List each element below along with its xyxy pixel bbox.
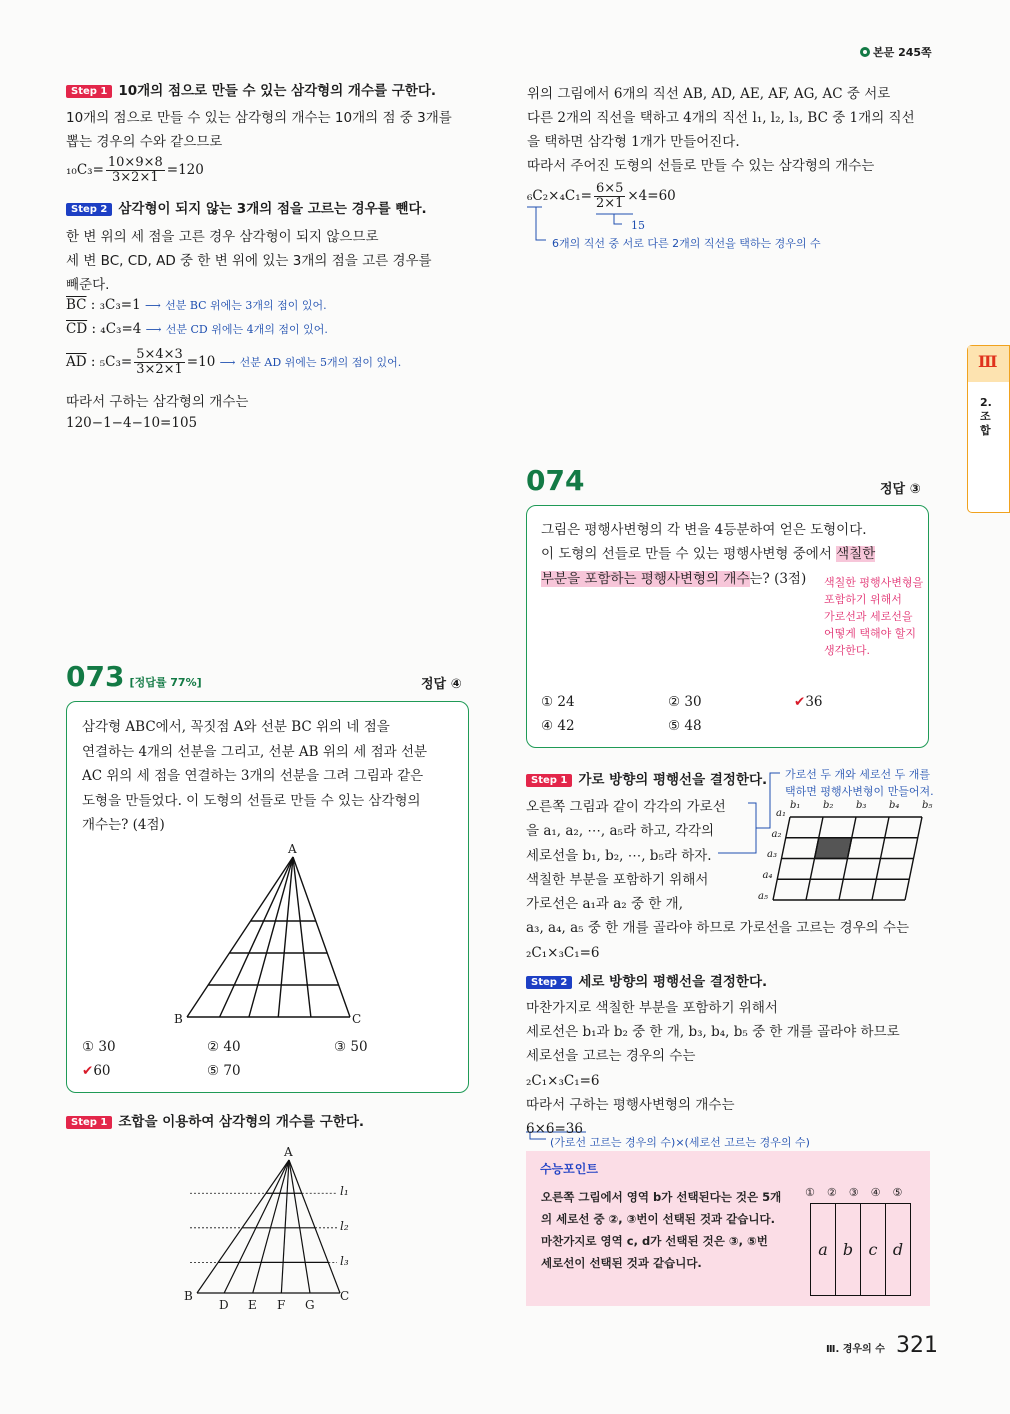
line-label: l₁	[340, 1184, 349, 1198]
underline-arrow	[614, 214, 622, 224]
step1-heading: Step 1 10개의 점으로 만들 수 있는 삼각형의 개수를 구한다.	[66, 79, 436, 99]
row-line-label: a₅	[758, 890, 768, 902]
triangle-figure-073	[187, 857, 350, 1017]
chapter-tab-label: 2. 조합	[980, 396, 992, 437]
choice-5[interactable]: ⑤ 70	[207, 1063, 241, 1079]
text-line: 뽑는 경우의 수와 같으므로	[66, 134, 223, 150]
answer-label: 정답 ④	[421, 677, 462, 692]
row-line-label: a₃	[767, 849, 777, 861]
region-label: a	[818, 1240, 828, 1259]
choice-3[interactable]: ③ 50	[334, 1039, 368, 1055]
column-line-label: b₄	[889, 800, 900, 811]
key-point-text: 오른쪽 그림에서 영역 b가 선택된다는 것은 5개 의 세로선 중 ②, ③번이 선택된 것과 같습니다. 마찬가지로 영역 c, d가 선택된 것은 ③, ⑤번 세로선이 선택된 것과 같습니다.	[541, 1190, 782, 1270]
column-line-label: b₃	[856, 800, 867, 811]
text-line: 그림은 평행사변형의 각 변을 4등분하여 얻은 도형이다.	[541, 522, 867, 538]
region-label: b	[842, 1240, 854, 1259]
choice-5[interactable]: ⑤ 48	[668, 718, 702, 734]
figure-line	[187, 857, 293, 1017]
column-line-label: b₁	[790, 800, 801, 811]
problem-073-header: 073 [정답률 77%]	[66, 660, 202, 693]
step2-heading: Step 2 삼각형이 되지 않는 3개의 점을 고르는 경우를 뺀다.	[66, 197, 427, 217]
hint-note: 색칠한 평행사변형을 포함하기 위해서 가로선과 세로선을 어떻게 택해야 할지 생각한다.	[824, 576, 924, 657]
figure-line	[289, 1160, 340, 1293]
column-numbers: ① ② ③ ④ ⑤	[805, 1186, 903, 1199]
note: 6개의 직선 중 서로 다른 2개의 직선을 택하는 경우의 수	[552, 237, 821, 250]
column-line-label: b₂	[823, 800, 834, 811]
problem-073-text: 삼각형 ABC에서, 꼭짓점 A와 선분 BC 위의 네 점을 연결하는 4개의 선분을 그리고, 선분 AB 위의 세 점과 선분 AC 위의 세 점을 연결하는 3개의 선분을 그려 그림과 같은 도형을 만들었다. 이 도형의 선들로 만들 수 있는 삼각형의 개수는? (4점)	[82, 719, 428, 833]
text-line: 부분을 포함하는 평행사변형의 개수는? (3점)	[541, 571, 807, 587]
column-line-label: b₅	[922, 800, 933, 811]
equation-ad: $\overline{AD}$ : ₅C₃= $\frac{5\times 4\times 3}{3\times 2\times 1}$ =10 ⟶ 선분 AD 위에는 5개의 점이 있어.	[66, 347, 402, 377]
vertex-label: D	[219, 1298, 229, 1312]
figure-line	[197, 1160, 289, 1293]
note: 가로선 두 개와 세로선 두 개를 택하면 평행사변형이 만들어져.	[785, 768, 934, 798]
arrow-icon: ⟶	[145, 299, 161, 312]
solution-073-continued: 위의 그림에서 6개의 직선 AB, AD, AE, AF, AG, AC 중 서로 다른 2개의 직선을 택하고 4개의 직선 l₁, l₂, l₃, BC 중 1개의 직선 을 택하면 삼각형 1개가 만들어진다. 따라서 주어진 도형의 선들로 만들 수 있는 삼각형의 개수는	[527, 86, 915, 174]
vertex-label: C	[340, 1289, 350, 1303]
choice-4-selected[interactable]: ✔60	[82, 1063, 111, 1079]
arrow-icon: ⟶	[145, 323, 162, 336]
check-mark-icon: ✔	[794, 694, 806, 710]
vertex-label: G	[305, 1298, 315, 1312]
vertex-label: E	[248, 1298, 257, 1312]
step1-heading: Step 1 가로 방향의 평행선을 결정한다.	[526, 768, 767, 788]
figure-line	[278, 857, 293, 1017]
figure-line	[220, 857, 293, 1017]
figure-line	[281, 1160, 289, 1293]
figure-line	[224, 1160, 289, 1293]
page-number: 321	[895, 1333, 938, 1358]
choice-1[interactable]: ① 24	[541, 694, 575, 710]
text-line: 120−1−4−10=105	[66, 415, 198, 431]
choice-4[interactable]: ④ 42	[541, 718, 575, 734]
step1-badge: Step 1	[66, 85, 112, 98]
text-line: 따라서 구하는 삼각형의 개수는	[66, 394, 249, 410]
text-line: 이 도형의 선들로 만들 수 있는 평행사변형 중에서 색칠한	[541, 546, 876, 562]
line-label: l₂	[340, 1219, 349, 1233]
choice-2[interactable]: ② 40	[207, 1039, 241, 1055]
vertex-label: B	[184, 1289, 193, 1303]
region-diagram	[810, 1203, 911, 1296]
step1-text: 오른쪽 그림과 같이 각각의 가로선 을 a₁, a₂, ⋯, a₅라 하고, 각각의 세로선을 b₁, b₂, ⋯, b₅라 하자. 색칠한 부분을 포함하기 위해서 가로선은 a₁과 a₂ 중 한 개, a₃, a₄, a₅ 중 한 개를 골라야 하므로 가로선을 고르는 경우의 수는 ₂C₁×₃C₁=6	[526, 799, 910, 961]
triangle-figure-solution	[190, 1160, 340, 1293]
line-label: l₃	[340, 1254, 349, 1268]
note: (가로선 고르는 경우의 수)×(세로선 고르는 경우의 수)	[550, 1136, 810, 1149]
answer-label: 정답 ③	[880, 482, 921, 497]
step1-heading: Step 1 조합을 이용하여 삼각형의 개수를 구한다.	[66, 1110, 364, 1130]
choice-1[interactable]: ① 30	[82, 1039, 116, 1055]
step2-badge: Step 2	[66, 203, 112, 216]
region-label: d	[892, 1240, 904, 1259]
step2-text: 마찬가지로 색칠한 부분을 포함하기 위해서 세로선은 b₁과 b₂ 중 한 개, b₃, b₄, b₅ 중 한 개를 골라야 하므로 세로선을 고르는 경우의 수는 ₂C₁×₃C₁=6 따라서 구하는 평행사변형의 개수는 6×6=36	[526, 1000, 900, 1138]
arrow-icon: ⟶	[219, 356, 236, 369]
row-line-label: a₂	[771, 828, 782, 840]
text-line: 세 변 BC, CD, AD 중 한 변 위에 있는 3개의 점을 고른 경우를	[66, 253, 432, 269]
footer: Ⅲ. 경우의 수 321	[826, 1333, 938, 1358]
text-line: 빼준다.	[66, 277, 110, 293]
underline-arrow	[536, 207, 546, 240]
problem-074-number: 074	[526, 464, 585, 497]
vertex-label: F	[277, 1298, 286, 1312]
equation-cd: $\overline{CD}$ : ₄C₃=4 ⟶ 선분 CD 위에는 4개의 점이 있어.	[66, 321, 328, 337]
chapter-tab-roman: Ⅲ	[968, 346, 1009, 382]
note: 15	[631, 219, 645, 232]
figure-line	[253, 1160, 289, 1293]
equation: ₆C₂×₄C₁= $\frac{6\times 5}{2\times 1}$ ×4=60	[527, 181, 676, 211]
key-point-title: 수능포인트	[540, 1162, 598, 1176]
page-reference: 본문 245쪽	[860, 44, 932, 60]
vertex-label: A	[284, 1145, 293, 1159]
vertex-label: A	[288, 842, 297, 856]
equation-bc: $\overline{BC}$ : ₃C₃=1 ⟶ 선분 BC 위에는 3개의 점이 있어.	[66, 297, 327, 313]
figure-line	[289, 1160, 310, 1293]
row-line-label: a₁	[776, 808, 786, 819]
vertex-label: B	[174, 1012, 183, 1026]
check-mark-icon: ✔	[82, 1063, 94, 1079]
choice-2[interactable]: ② 30	[668, 694, 702, 710]
text-line: 한 변 위의 세 점을 고른 경우 삼각형이 되지 않으므로	[66, 229, 379, 245]
row-line-label: a₄	[762, 870, 773, 882]
region-label: c	[868, 1240, 878, 1259]
choice-3-selected[interactable]: ✔36	[794, 694, 823, 710]
step2-heading: Step 2 세로 방향의 평행선을 결정한다.	[526, 970, 767, 990]
text-line: 10개의 점으로 만들 수 있는 삼각형의 개수는 10개의 점 중 3개를	[66, 110, 452, 126]
equation: ₁₀C₃= $\frac{10\times 9\times 8}{3\times 2\times 1}$ =120	[66, 155, 204, 185]
vertex-label: C	[352, 1012, 362, 1026]
